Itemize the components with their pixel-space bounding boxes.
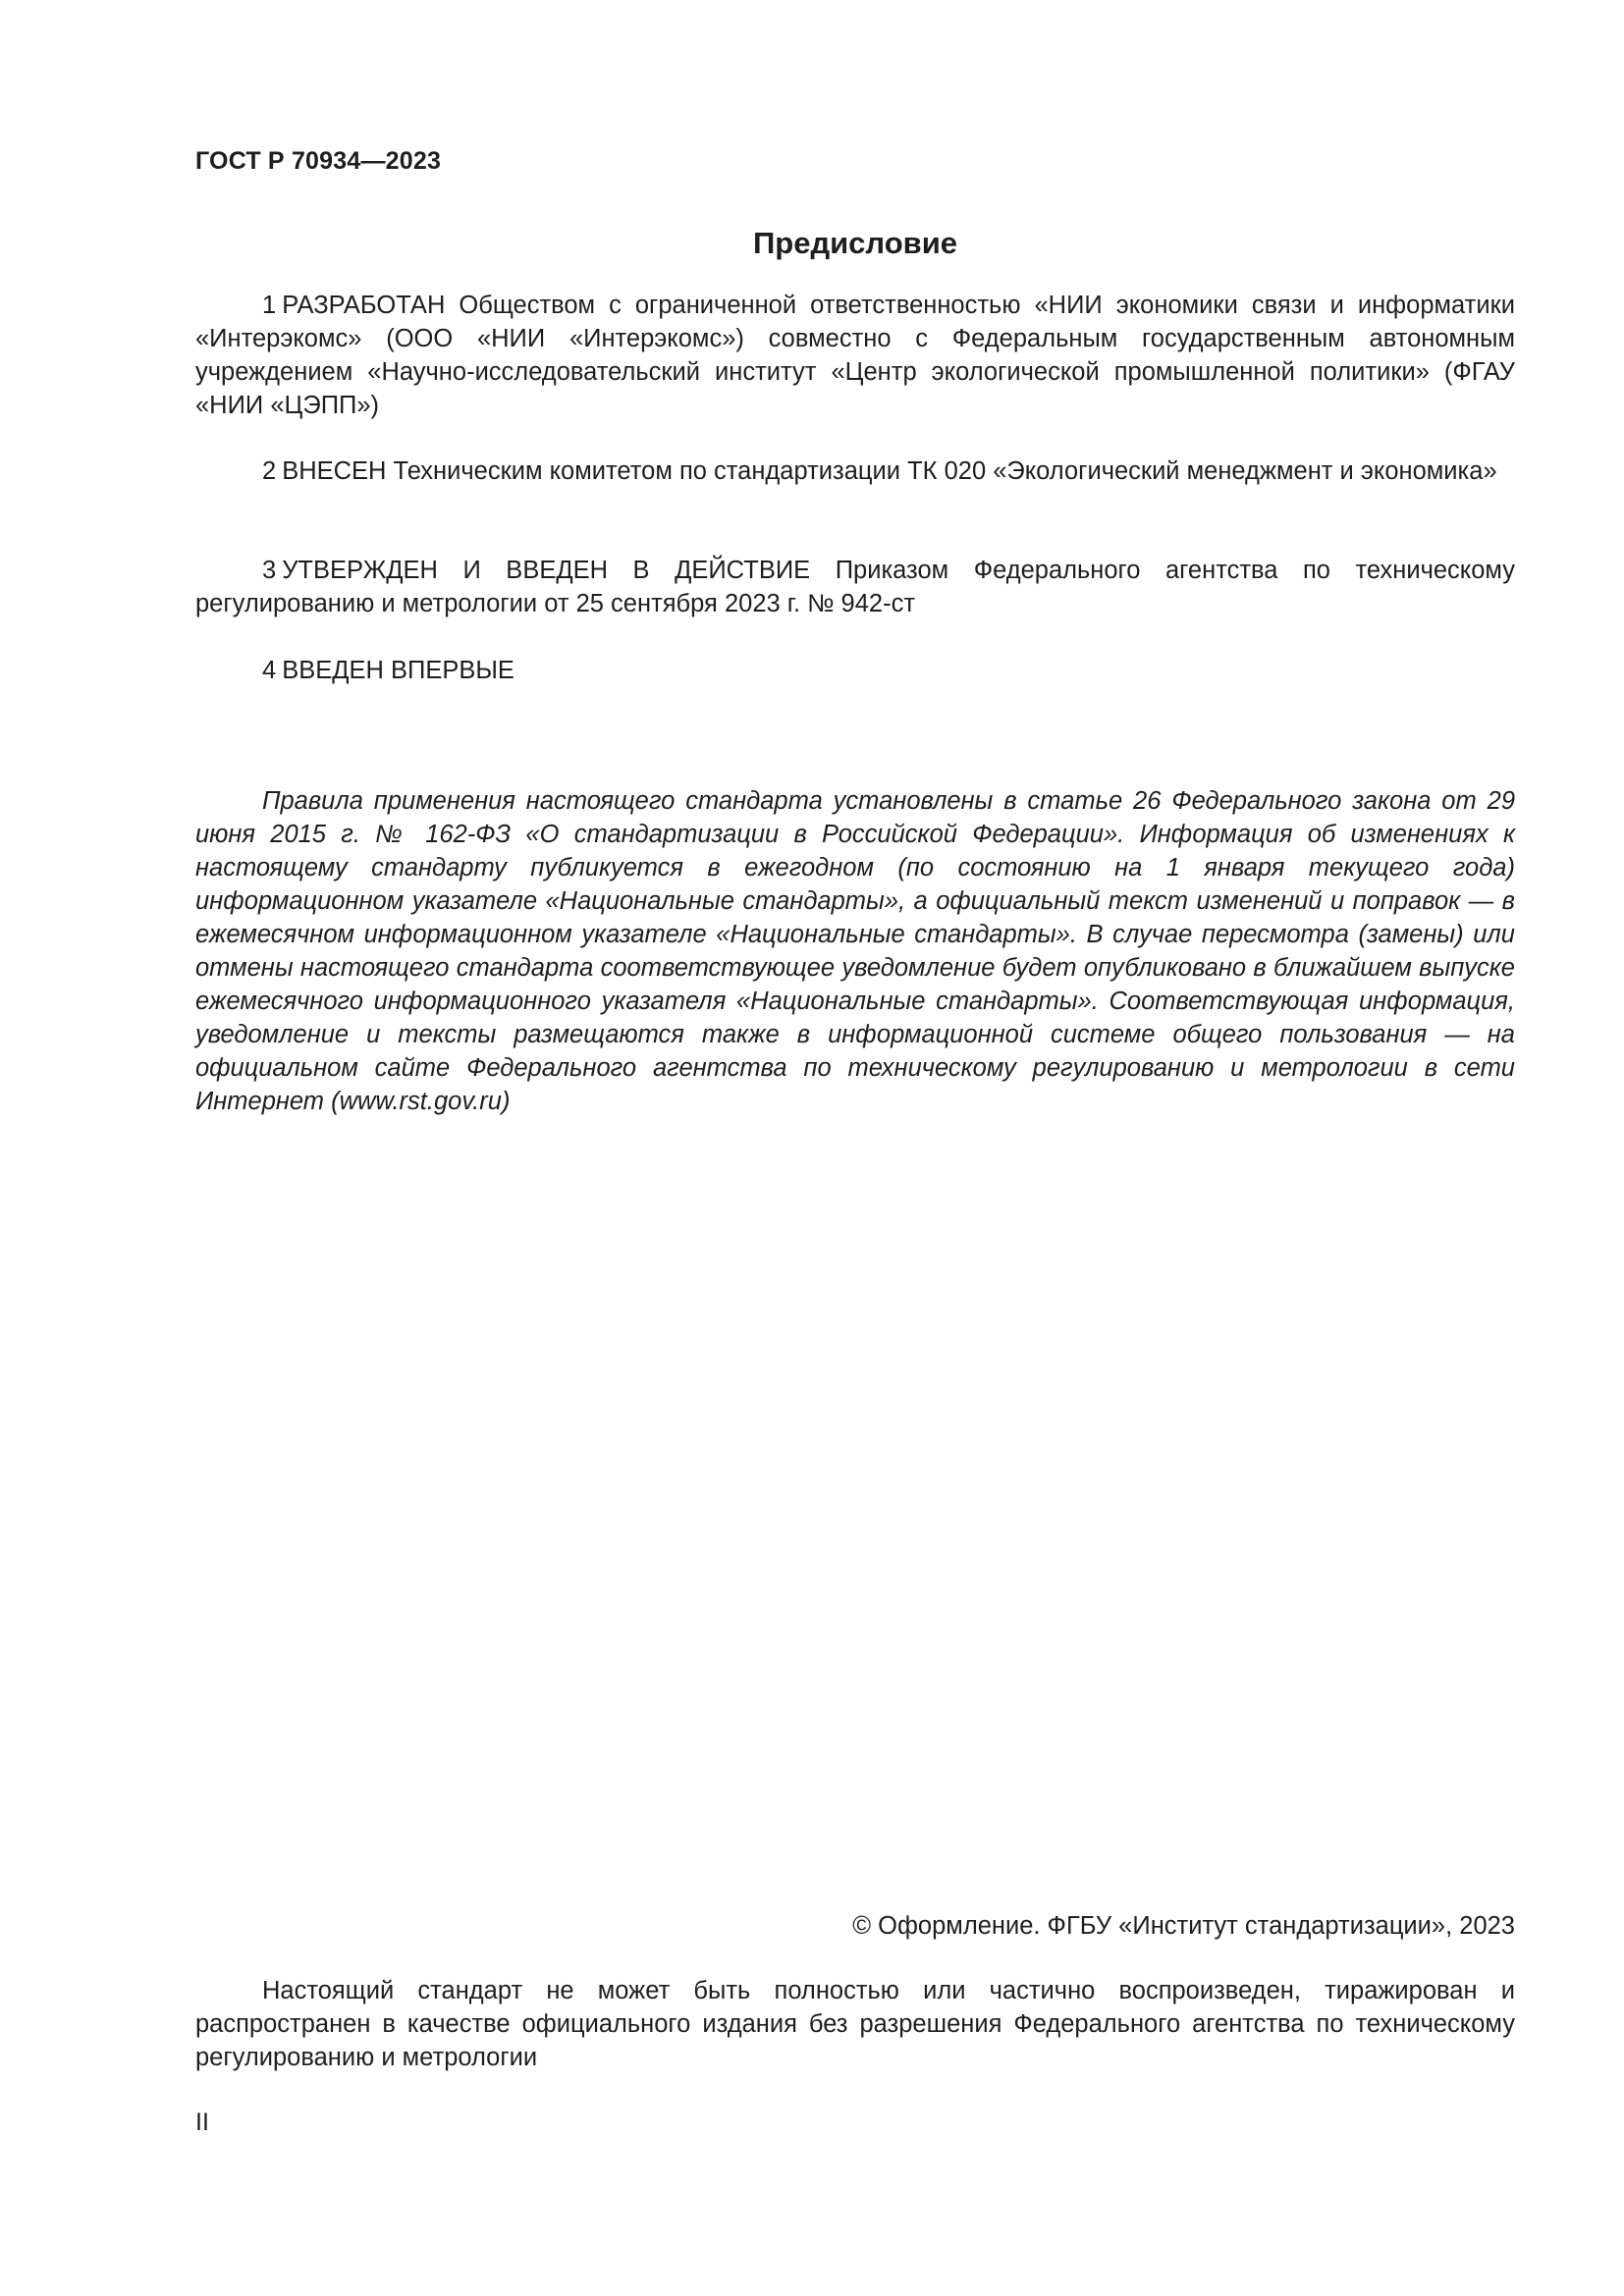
foreword-item-number: 2 bbox=[262, 457, 277, 485]
foreword-item-number: 1 bbox=[262, 292, 277, 319]
foreword-item-text: РАЗРАБОТАН Обществом с ограниченной ответственностью «НИИ экономики связи и информатики «Интерэкомс» (ООО «НИИ «Интерэкомс») совместно с Федеральным государственным автономным учреждением «Научно-исследовательский институт «Центр экологической промышленной политики» (ФГАУ «НИИ «ЦЭПП») bbox=[195, 292, 1515, 419]
foreword-item-3 bbox=[195, 554, 1515, 620]
foreword-item-number: 3 bbox=[262, 557, 277, 584]
page-number: II bbox=[195, 2109, 209, 2136]
foreword-item-text: ВВЕДЕН ВПЕРВЫЕ bbox=[282, 657, 514, 684]
copyright-line: © Оформление. ФГБУ «Институт стандартизации», 2023 bbox=[852, 1912, 1515, 1940]
foreword-item-2 bbox=[195, 454, 1515, 488]
application-rules-notice: Правила применения настоящего стандарта установлены в статье 26 Федерального закона от 29 июня 2015 г. № 162-ФЗ «О стандартизации в Российской Федерации». Информация об изменениях к настоящему стандарту публикуется в ежегодном (по состоянию на 1 января текущего года) информационном указателе «Национальные стандарты», а официальный текст изменений и поправок — в ежемесячном информационном указателе «Национальные стандарты». В случае пересмотра (замены) или отмены настоящего стандарта соответствующее уведомление будет опубликовано в ближайшем выпуске ежемесячного информационного указателя «Национальные стандарты». Соответствующая информация, уведомление и тексты размещаются также в информационной системе общего пользования — на официальном сайте Федерального агентства по техническому регулированию и метрологии в сети Интернет (www.rst.gov.ru) bbox=[195, 787, 1515, 1115]
foreword-item-text: УТВЕРЖДЕН И ВВЕДЕН В ДЕЙСТВИЕ Приказом Федерального агентства по техническому регулированию и метрологии от 25 сентября 2023 г. № 942-ст bbox=[195, 557, 1515, 617]
section-title: Предисловие bbox=[752, 226, 957, 260]
foreword-item-text: ВНЕСЕН Техническим комитетом по стандартизации ТК 020 «Экологический менеджмент и экономика» bbox=[282, 457, 1497, 485]
reproduction-disclaimer: Настоящий стандарт не может быть полностью или частично воспроизведен, тиражирован и распространен в качестве официального издания без разрешения Федерального агентства по техническому регулированию и метрологии bbox=[195, 1977, 1515, 2071]
foreword-item-1 bbox=[195, 289, 1515, 422]
document-code: ГОСТ Р 70934—2023 bbox=[195, 147, 442, 175]
foreword-item-4 bbox=[195, 654, 1515, 687]
foreword-item-number: 4 bbox=[262, 657, 277, 684]
